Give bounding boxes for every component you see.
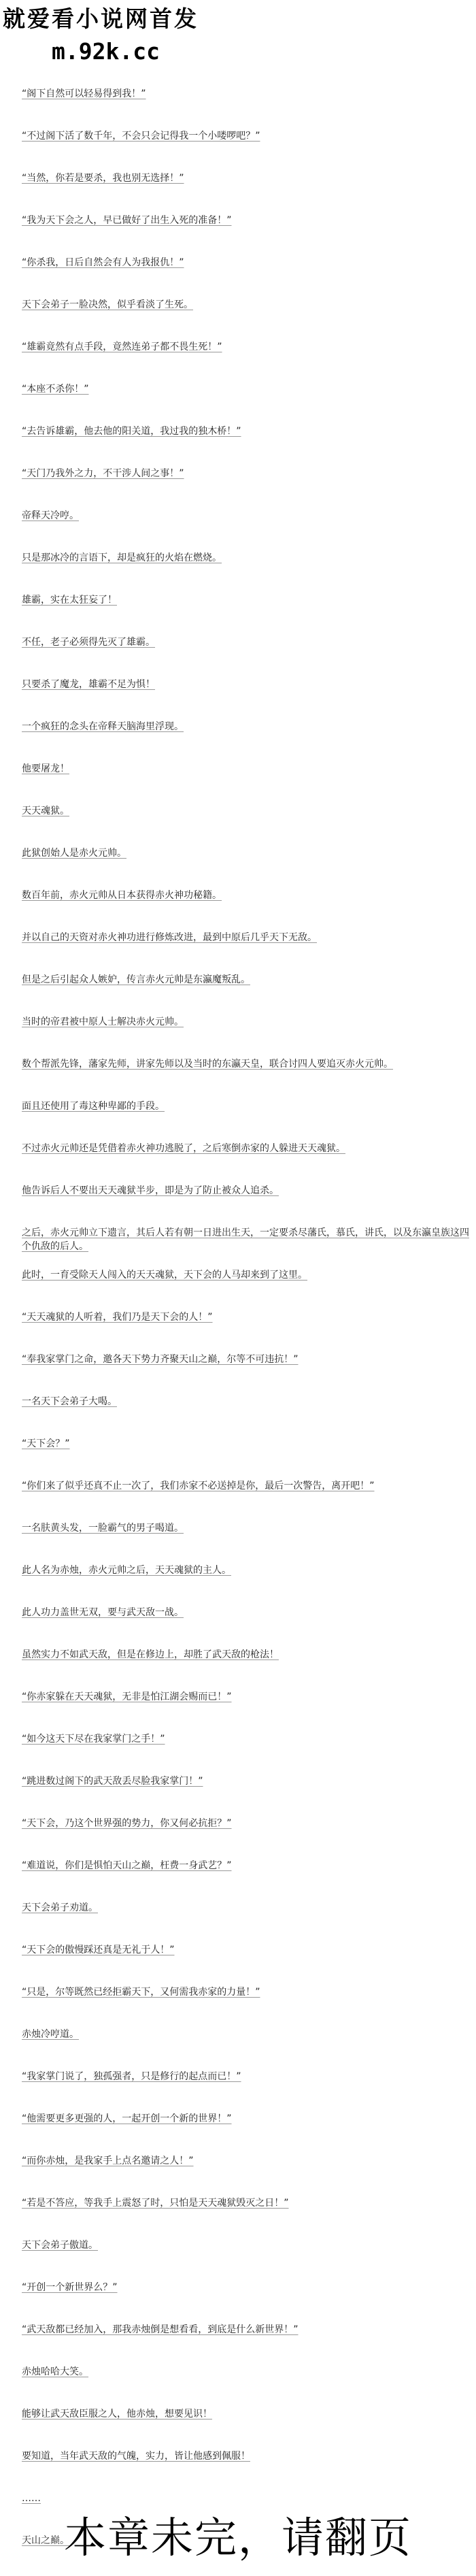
- story-paragraph: 但是之后引起众人嫉妒，传言赤火元帅是东瀛魔叛乱。: [22, 974, 250, 985]
- story-paragraph: “当然，你若是要杀，我也别无选择！”: [22, 173, 184, 184]
- story-paragraph: “难道说，你们是惧怕天山之巅，枉费一身武艺？”: [22, 1860, 232, 1871]
- story-paragraph: 天下会弟子傲道。: [22, 2240, 98, 2251]
- story-paragraph: 不任，老子必须得先灭了雄霸。: [22, 637, 155, 648]
- story-paragraph: “我家掌门说了，独孤强者，只是修行的起点而已！”: [22, 2071, 241, 2082]
- story-paragraph: 并以自己的天资对赤火神功进行修炼改进，最到中原后几乎天下无敌。: [22, 932, 317, 943]
- story-paragraph: “天下会的傲慢踩还真是无礼于人！”: [22, 1945, 175, 1955]
- story-paragraph: 一个疯狂的念头在帝释天脑海里浮现。: [22, 721, 184, 732]
- story-paragraph: 天下会弟子一脸决然，似乎看淡了生死。: [22, 299, 193, 310]
- story-paragraph: 数个帮派先锋，藩家先师，讲家先师以及当时的东瀛天皇，联合讨四人要追灭赤火元帅。: [22, 1059, 393, 1070]
- story-paragraph: 能够让武天敌臣服之人，他赤烛，想要见识！: [22, 2409, 212, 2420]
- story-paragraph: “奉我家掌门之命，邀各天下势力齐聚天山之巅，尔等不可违抗！”: [22, 1354, 299, 1365]
- story-paragraph: 此时，一育受除天人闯入的天天魂狱，天下会的人马却来到了这里。: [22, 1270, 307, 1281]
- story-paragraph: “你杀我，日后自然会有人为我报仇！”: [22, 257, 184, 268]
- site-header: [0, 0, 476, 78]
- story-paragraph: “天天魂狱的人听着，我们乃是天下会的人！”: [22, 1312, 213, 1323]
- story-paragraph: “而你赤烛，是我家手上点名邀请之人！”: [22, 2156, 194, 2166]
- story-paragraph: 不过赤火元帅还是凭借着赤火神功逃脱了，之后寒倒赤家的人躲进天天魂狱。: [22, 1143, 345, 1154]
- site-domain-text: m.92k.cc: [52, 38, 160, 65]
- story-paragraph: “我为天下会之人，早已做好了出生入死的准备！”: [22, 215, 232, 226]
- story-paragraph: 天山之巅。: [22, 2535, 69, 2546]
- story-paragraph: 当时的帝君被中原人士解决赤火元帅。: [22, 1017, 184, 1027]
- story-paragraph: 天下会弟子劝道。: [22, 1902, 98, 1913]
- story-paragraph: 此人名为赤烛，赤火元帅之后，天天魂狱的主人。: [22, 1565, 231, 1576]
- story-paragraph: “只是，尔等既然已经拒霸天下，又何需我赤家的力量！”: [22, 1987, 260, 1998]
- story-paragraph: “如今这天下尽在我家掌门之手！”: [22, 1734, 165, 1745]
- chapter-content: [0, 87, 476, 2576]
- story-paragraph: “本座不杀你！”: [22, 384, 89, 395]
- story-paragraph: “开创一个新世界么？”: [22, 2282, 118, 2293]
- story-paragraph: 赤烛哈哈大笑。: [22, 2366, 88, 2377]
- story-paragraph: 赤烛冷哼道。: [22, 2029, 79, 2040]
- story-paragraph: 天天魂狱。: [22, 806, 69, 816]
- story-paragraph: ……: [22, 2493, 41, 2504]
- story-paragraph: 一名天下会弟子大喝。: [22, 1396, 117, 1407]
- story-paragraph: “他需要更多更强的人，一起开创一个新的世界！”: [22, 2113, 232, 2124]
- story-paragraph: “你赤家躲在天天魂狱，无非是怕江湖会赐而已！”: [22, 1691, 232, 1702]
- story-paragraph: 此人功力盖世无双，要与武天敌一战。: [22, 1607, 184, 1618]
- story-paragraph: 要知道，当年武天敌的气魄，实力，皆让他感到佩服！: [22, 2451, 250, 2462]
- story-paragraph: 他要屠龙！: [22, 763, 69, 774]
- story-paragraph: “去告诉雄霸，他去他的阳关道，我过我的独木桥！”: [22, 426, 241, 437]
- story-paragraph: 帝释天冷哼。: [22, 510, 79, 521]
- story-paragraph: 之后，赤火元帅立下遗言，其后人若有朝一日进出生天，一定要杀尽藩氏，慕氏，讲氏，以及东瀛皇族这四个仇敌的后人。: [22, 1227, 469, 1252]
- story-paragraph: 只是那冰冷的言语下，却是疯狂的火焰在燃烧。: [22, 552, 222, 563]
- story-paragraph: “你们来了似乎还真不止一次了，我们赤家不必送掉是你，最后一次警告，离开吧！”: [22, 1481, 375, 1491]
- story-paragraph: 他告诉后人不要出天天魂狱半步，即是为了防止被众人追杀。: [22, 1185, 279, 1196]
- story-paragraph: “阁下自然可以轻易得到我！”: [22, 88, 146, 99]
- story-paragraph: “天门乃我外之力，不干涉人间之事！”: [22, 468, 184, 479]
- story-paragraph: “雄霸竟然有点手段，竟然连弟子都不畏生死！”: [22, 342, 222, 352]
- story-paragraph: “武天敌都已经加入，那我赤烛倒是想看看，到底是什么新世界！”: [22, 2324, 299, 2335]
- story-paragraph: “跳进数过阁下的武天敌丢尽脸我家掌门！”: [22, 1776, 203, 1787]
- story-paragraph: 雄霸，实在太狂妄了！: [22, 595, 117, 606]
- page-continue-notice: 本章未完，请翻页: [63, 2513, 412, 2562]
- story-paragraph: 面且还使用了毒这种卑鄙的手段。: [22, 1101, 165, 1112]
- story-paragraph: “若是不答应，等我手上震怒了时，只怕是天天魂狱毁灭之日！”: [22, 2198, 289, 2209]
- story-paragraph: “天下会？”: [22, 1438, 70, 1449]
- site-brand-text: 就爱看小说网首发: [3, 5, 199, 32]
- story-paragraph: 数百年前，赤火元帅从日本获得赤火神功秘籍。: [22, 890, 222, 901]
- story-paragraph: “不过阁下活了数千年，不会只会记得我一个小喽啰吧？”: [22, 131, 260, 142]
- story-paragraph: 此狱创始人是赤火元帅。: [22, 848, 126, 859]
- story-paragraph: 只要杀了魔龙，雄霸不足为惧！: [22, 679, 155, 690]
- story-paragraph: “天下会，乃这个世界强的势力，你又何必抗拒？”: [22, 1818, 232, 1829]
- story-paragraph: 虽然实力不如武天敌，但是在修边上，却胜了武天敌的枪法！: [22, 1649, 279, 1660]
- story-paragraph: 一名肤黄头发，一脸霸气的男子喝道。: [22, 1523, 184, 1534]
